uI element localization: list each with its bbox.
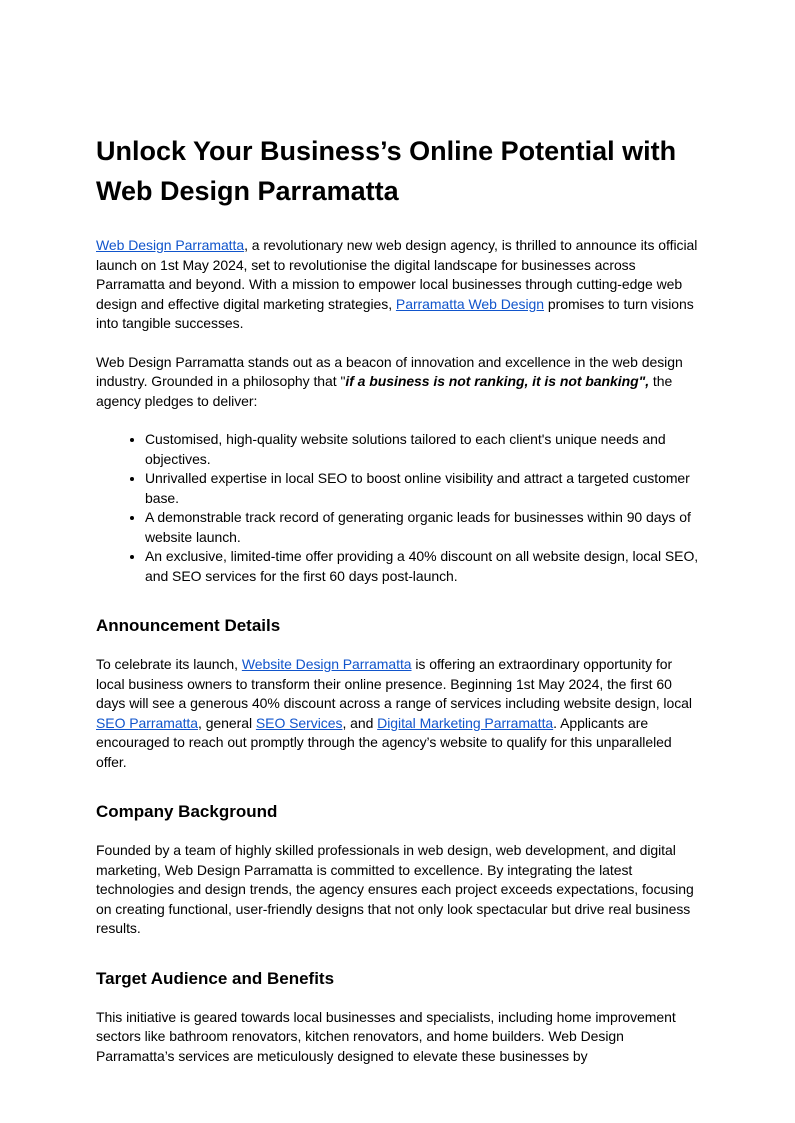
philosophy-text-run-2: the agency pledges to deliver:	[96, 373, 673, 409]
list-item: • Unrivalled expertise in local SEO to boost online visibility and attract a targeted customer base.	[145, 469, 699, 508]
heading-target-audience: Target Audience and Benefits	[96, 968, 335, 988]
announcement-text-run-5: . Applicants are encouraged to reach out promptly through the agency’s website to qualify for this unparalleled offer.	[96, 714, 672, 770]
philosophy-text-run-1: Web Design Parramatta stands out as a beacon of innovation and excellence in the web design industry. Grounded in a philosophy that "	[96, 353, 683, 389]
list-item: • An exclusive, limited-time offer providing a 40% discount on all website design, local SEO, and SEO services for the first 60 days post-launch.	[145, 547, 699, 586]
link-parramatta-web-design[interactable]: Parramatta Web Design	[395, 295, 545, 312]
link-website-design-parramatta[interactable]: Website Design Parramatta	[241, 656, 412, 672]
announcement-paragraph	[96, 655, 699, 772]
link-web-design-parramatta[interactable]: Web Design Parramatta	[96, 237, 245, 253]
pledge-list	[96, 430, 699, 586]
link-seo-parramatta[interactable]: SEO Parramatta	[96, 714, 199, 731]
intro-text-run-1: , a revolutionary new web design agency, is thrilled to announce its official launch on 1st May 2024, set to revolutionise the digital landscape for businesses across Parramatta and beyond. With a mission to empower local businesses through cutting-edge web design and effective digital marketing strategies,	[96, 237, 698, 312]
heading-company-background: Company Background	[96, 802, 278, 821]
philosophy-paragraph	[96, 353, 699, 412]
announcement-text-run-3: , general	[198, 714, 256, 731]
company-background-paragraph: Founded by a team of highly skilled professionals in web design, web development, and digital marketing, Web Design Parramatta is committed to excellence. By integrating the latest technologies and design trends, the agency ensures each project exceeds expectations, focusing on creating functional, user-friendly designs that not only look spectacular but drive real business results.	[96, 842, 694, 936]
list-item: • A demonstrable track record of generating organic leads for businesses within 90 days of website launch.	[145, 508, 699, 547]
document-title: Unlock Your Business’s Online Potential with Web Design Parramatta	[96, 136, 677, 206]
list-item: • Customised, high-quality website solutions tailored to each client's unique needs and objectives.	[145, 430, 699, 469]
heading-announcement-details: Announcement Details	[96, 616, 281, 635]
link-seo-services[interactable]: SEO Services	[255, 714, 343, 731]
target-audience-paragraph: This initiative is geared towards local businesses and specialists, including home improvement sectors like bathroom renovators, kitchen renovators, and home builders. Web Design Parramatta’s services are meticulously designed to elevate these businesses by	[96, 1008, 676, 1064]
link-digital-marketing-parramatta[interactable]: Digital Marketing Parramatta	[377, 714, 554, 731]
announcement-text-run-4: , and	[342, 714, 378, 731]
intro-paragraph	[96, 236, 699, 334]
announcement-text-run-2: is offering an extraordinary opportunity for local business owners to transform their online presence. Beginning 1st May 2024, the first 60 days will see a generous 40% discount across a range of services including website design, local	[96, 656, 692, 711]
bold-italic-quote: if a business is not ranking, it is not banking",	[345, 373, 650, 389]
announcement-text-run-1: To celebrate its launch,	[96, 656, 242, 672]
intro-text-run-2: promises to turn visions into tangible successes.	[96, 295, 694, 331]
